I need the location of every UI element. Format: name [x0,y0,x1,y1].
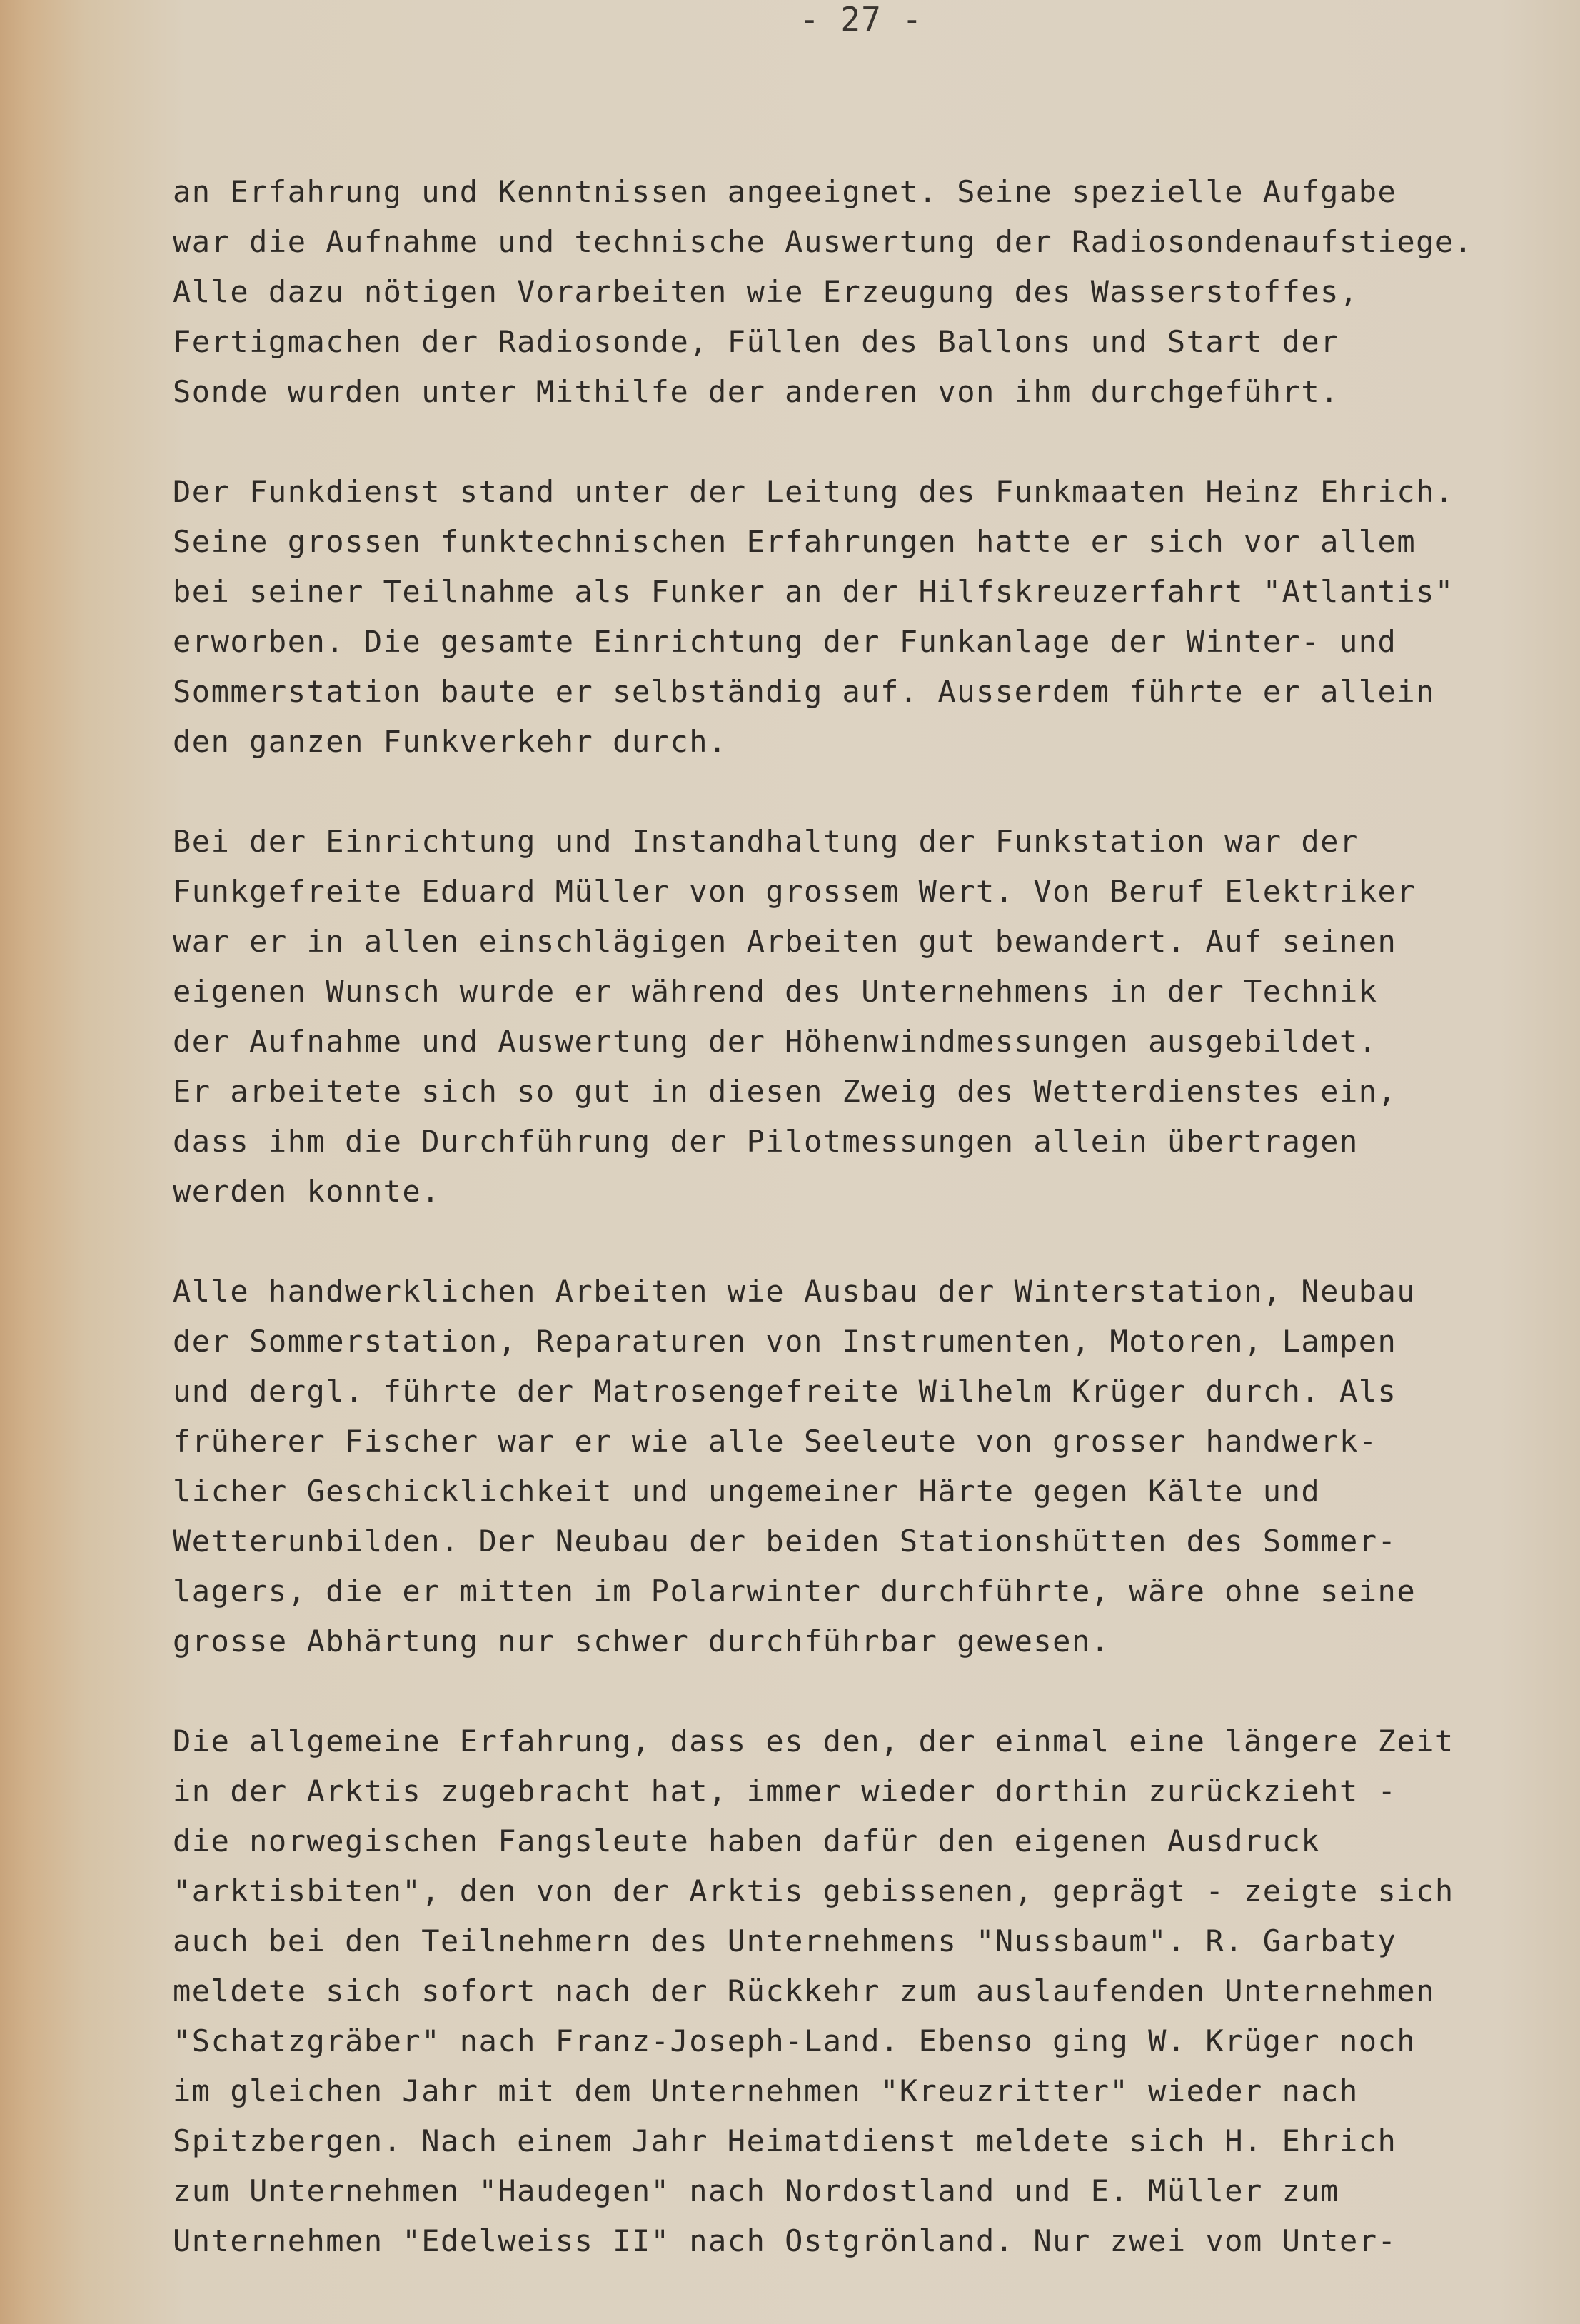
text-line: eigenen Wunsch wurde er während des Unternehmens in der Technik [173,974,1378,1009]
text-line: war er in allen einschlägigen Arbeiten gut bewandert. Auf seinen [173,924,1397,959]
text-line: Spitzbergen. Nach einem Jahr Heimatdienst meldete sich H. Ehrich [173,2123,1397,2158]
text-line: dass ihm die Durchführung der Pilotmessungen allein übertragen [173,1124,1359,1159]
text-line: Wetterunbilden. Der Neubau der beiden Stationshütten des Sommer- [173,1524,1397,1559]
page-number: - 27 - [800,0,923,39]
paragraph [173,1267,1565,1666]
text-line: war die Aufnahme und technische Auswertung der Radiosondenaufstiege. [173,224,1474,259]
text-line: Fertigmachen der Radiosonde, Füllen des Ballons und Start der [173,324,1339,359]
text-line: "Schatzgräber" nach Franz-Joseph-Land. Ebenso ging W. Krüger noch [173,2023,1417,2058]
paragraph [173,167,1565,417]
text-line: zum Unternehmen "Haudegen" nach Nordostland und E. Müller zum [173,2173,1339,2208]
text-line: Sommerstation baute er selbständig auf. Ausserdem führte er allein [173,674,1435,709]
paragraph [173,467,1565,767]
text-line: früherer Fischer war er wie alle Seeleute von grosser handwerk- [173,1424,1378,1459]
text-line: Funkgefreite Eduard Müller von grossem Wert. Von Beruf Elektriker [173,874,1417,909]
text-line: lagers, die er mitten im Polarwinter durchführte, wäre ohne seine [173,1574,1417,1609]
text-line: und dergl. führte der Matrosengefreite Wilhelm Krüger durch. Als [173,1374,1397,1409]
text-line: "arktisbiten", den von der Arktis gebissenen, geprägt - zeigte sich [173,1873,1454,1908]
text-line: bei seiner Teilnahme als Funker an der Hilfskreuzerfahrt "Atlantis" [173,574,1454,609]
text-line: Seine grossen funktechnischen Erfahrungen hatte er sich vor allem [173,524,1417,559]
text-line: den ganzen Funkverkehr durch. [173,724,728,759]
text-line: der Sommerstation, Reparaturen von Instrumenten, Motoren, Lampen [173,1324,1397,1359]
text-line: Alle dazu nötigen Vorarbeiten wie Erzeugung des Wasserstoffes, [173,274,1359,309]
text-line: erworben. Die gesamte Einrichtung der Funkanlage der Winter- und [173,624,1397,659]
paragraph [173,1716,1565,2266]
text-line: Alle handwerklichen Arbeiten wie Ausbau der Winterstation, Neubau [173,1274,1417,1309]
text-line: Unternehmen "Edelweiss II" nach Ostgrönland. Nur zwei vom Unter- [173,2223,1397,2258]
text-line: die norwegischen Fangsleute haben dafür den eigenen Ausdruck [173,1824,1321,1858]
text-line: Er arbeitete sich so gut in diesen Zweig des Wetterdienstes ein, [173,1074,1397,1109]
text-line: werden konnte. [173,1174,441,1209]
text-line: in der Arktis zugebracht hat, immer wieder dorthin zurückzieht - [173,1774,1397,1809]
text-line: an Erfahrung und Kenntnissen angeeignet. Seine spezielle Aufgabe [173,174,1397,209]
text-line: Bei der Einrichtung und Instandhaltung der Funkstation war der [173,824,1359,859]
paragraph [173,817,1565,1217]
text-line: der Aufnahme und Auswertung der Höhenwindmessungen ausgebildet. [173,1024,1378,1059]
text-line: Sonde wurden unter Mithilfe der anderen von ihm durchgeführt. [173,374,1339,409]
text-line: Die allgemeine Erfahrung, dass es den, der einmal eine längere Zeit [173,1724,1454,1759]
text-line: licher Geschicklichkeit und ungemeiner Härte gegen Kälte und [173,1474,1321,1509]
text-line: meldete sich sofort nach der Rückkehr zum auslaufenden Unternehmen [173,1973,1435,2008]
text-line: auch bei den Teilnehmern des Unternehmens "Nussbaum". R. Garbaty [173,1923,1397,1958]
text-line: im gleichen Jahr mit dem Unternehmen "Kreuzritter" wieder nach [173,2073,1359,2108]
body-text [173,167,1565,2316]
text-line: grosse Abhärtung nur schwer durchführbar gewesen. [173,1624,1110,1659]
text-line: Der Funkdienst stand unter der Leitung des Funkmaaten Heinz Ehrich. [173,474,1454,509]
